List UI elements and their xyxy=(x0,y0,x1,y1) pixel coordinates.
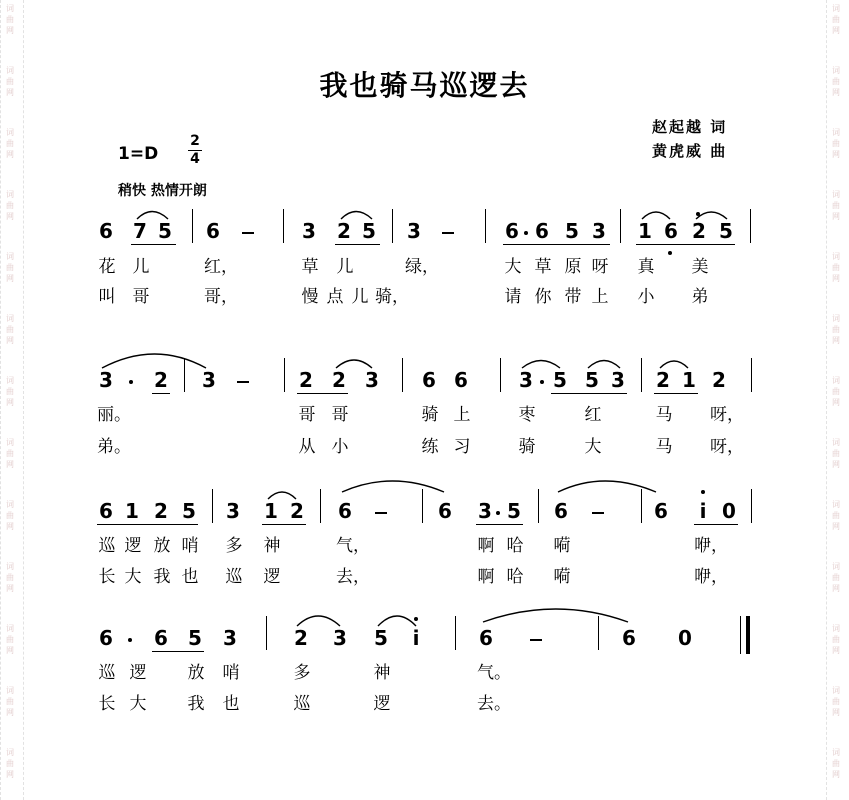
watermark-char: 网 xyxy=(6,336,14,345)
watermark-char: 网 xyxy=(6,646,14,655)
slur xyxy=(297,616,340,626)
note: 6 xyxy=(99,626,113,650)
note: 6 xyxy=(505,219,519,243)
lyric: 神 xyxy=(373,663,391,683)
note: 6 xyxy=(535,219,549,243)
watermark-char: 词 xyxy=(6,376,14,385)
note: 3 xyxy=(611,368,625,392)
lyric: 去， xyxy=(336,567,370,587)
watermark-char: 词 xyxy=(832,562,840,571)
watermark-char: 词 xyxy=(6,562,14,571)
lyric: 放 xyxy=(153,536,171,556)
note: 6 xyxy=(479,626,493,650)
note: 2 xyxy=(337,219,351,243)
lyric: 咿， xyxy=(694,536,728,556)
watermark-char: 网 xyxy=(832,646,840,655)
lyric: 美 xyxy=(691,257,709,277)
lyric: 请 xyxy=(504,287,522,307)
watermark-char: 网 xyxy=(6,708,14,717)
watermark-char: 词 xyxy=(6,438,14,447)
note: 2 xyxy=(294,626,308,650)
time-signature-top: 2 xyxy=(190,133,200,149)
lyric: 气， xyxy=(336,536,370,556)
slur xyxy=(378,616,416,626)
note: i xyxy=(699,499,707,523)
watermark-char: 曲 xyxy=(832,759,840,768)
watermark-char: 词 xyxy=(6,748,14,757)
watermark-char: 网 xyxy=(832,708,840,717)
lyric: 哨 xyxy=(222,663,240,683)
lyric: 绿， xyxy=(405,257,439,277)
watermark-char: 网 xyxy=(6,150,14,159)
note: 5 xyxy=(188,626,202,650)
slur xyxy=(522,361,560,369)
lyric: 弟。 xyxy=(97,437,131,457)
watermark-char: 曲 xyxy=(832,387,840,396)
slur xyxy=(588,361,620,369)
lyric: 逻 xyxy=(263,567,281,587)
lyric: 叫 xyxy=(98,287,116,307)
watermark-char: 词 xyxy=(832,4,840,13)
lyric: 丽。 xyxy=(97,405,131,425)
high-octave-dot xyxy=(414,617,418,621)
watermark-char: 词 xyxy=(832,190,840,199)
watermark-char: 网 xyxy=(6,212,14,221)
watermark-char: 网 xyxy=(832,460,840,469)
lyric: 嗬 xyxy=(553,567,571,587)
lyric: 也 xyxy=(181,567,199,587)
note: 3 xyxy=(519,368,533,392)
lyric: 儿 xyxy=(336,257,354,277)
lyric: 真 xyxy=(637,257,655,277)
note: 3 xyxy=(202,368,216,392)
lyric: 哥 xyxy=(132,287,150,307)
tie xyxy=(483,609,628,622)
watermark-char: 网 xyxy=(832,26,840,35)
watermark-char: 网 xyxy=(832,770,840,779)
lyric: 哈 xyxy=(506,567,524,587)
watermark-char: 曲 xyxy=(6,387,14,396)
note: 2 xyxy=(154,499,168,523)
lyric: 嗬 xyxy=(553,536,571,556)
lyric: 骑 xyxy=(518,437,536,457)
note: 5 xyxy=(565,219,579,243)
watermark-char: 曲 xyxy=(832,139,840,148)
note: 3 xyxy=(407,219,421,243)
watermark-char: 曲 xyxy=(6,15,14,24)
high-octave-dot xyxy=(701,490,705,494)
note: 0 xyxy=(722,499,736,523)
lyric: 多 xyxy=(293,663,311,683)
watermark-char: 曲 xyxy=(6,449,14,458)
lyric: 啊 xyxy=(477,536,495,556)
lyric: 红 xyxy=(584,405,602,425)
lyric: 弟 xyxy=(691,287,709,307)
note: 7 xyxy=(133,219,147,243)
watermark-char: 网 xyxy=(832,522,840,531)
time-signature-bottom: 4 xyxy=(190,151,200,167)
watermark-char: 词 xyxy=(832,748,840,757)
lyric: 骑 xyxy=(421,405,439,425)
lyric: 红， xyxy=(204,257,238,277)
watermark-char: 曲 xyxy=(832,77,840,86)
lyric: 你 xyxy=(534,287,552,307)
note: 5 xyxy=(585,368,599,392)
tie xyxy=(102,354,206,368)
lyric: 慢 xyxy=(301,287,319,307)
lyric: 花 xyxy=(98,257,116,277)
watermark-char: 词 xyxy=(6,128,14,137)
slur xyxy=(341,212,372,220)
note: 6 xyxy=(99,219,113,243)
watermark-char: 词 xyxy=(6,4,14,13)
note: 3 xyxy=(478,499,492,523)
note: 3 xyxy=(99,368,113,392)
watermark-char: 词 xyxy=(6,686,14,695)
lyric: 大 xyxy=(129,694,147,714)
watermark-char: 词 xyxy=(832,314,840,323)
note: 3 xyxy=(365,368,379,392)
song-title: 我也骑马巡逻去 xyxy=(319,69,530,102)
watermark-char: 网 xyxy=(832,336,840,345)
watermark-char: 曲 xyxy=(6,697,14,706)
watermark-char: 曲 xyxy=(6,77,14,86)
watermark-char: 词 xyxy=(6,66,14,75)
lyric: 我 xyxy=(187,694,205,714)
watermark-char: 网 xyxy=(832,584,840,593)
lyric: 呀， xyxy=(710,405,744,425)
watermark-char: 曲 xyxy=(832,573,840,582)
lyric: 放 xyxy=(187,663,205,683)
note: 3 xyxy=(226,499,240,523)
watermark-char: 曲 xyxy=(832,15,840,24)
watermark-char: 曲 xyxy=(6,759,14,768)
lyric: 啊 xyxy=(477,567,495,587)
note: 5 xyxy=(362,219,376,243)
note: 2 xyxy=(656,368,670,392)
watermark-char: 曲 xyxy=(832,201,840,210)
lyric: 练 xyxy=(421,437,439,457)
note: 6 xyxy=(99,499,113,523)
watermark-char: 词 xyxy=(832,66,840,75)
note: 2 xyxy=(290,499,304,523)
lyric: 马 xyxy=(655,405,673,425)
lyric: 咿， xyxy=(694,567,728,587)
lyricist-credit: 赵起越 词 xyxy=(652,118,728,136)
watermark-char: 词 xyxy=(6,190,14,199)
lyric: 呀， xyxy=(710,437,744,457)
watermark-char: 网 xyxy=(6,584,14,593)
lyric: 小 xyxy=(331,437,349,457)
note: 6 xyxy=(454,368,468,392)
watermark-char: 网 xyxy=(832,212,840,221)
slur xyxy=(696,212,727,219)
lyric: 带 xyxy=(564,287,582,307)
lyric: 小 xyxy=(637,287,655,307)
lyric: 逻 xyxy=(373,694,391,714)
note: 5 xyxy=(553,368,567,392)
lyric: 草 xyxy=(534,257,552,277)
note: 2 xyxy=(712,368,726,392)
slur xyxy=(268,492,296,499)
lyric: 巡 xyxy=(98,536,116,556)
lyric: 巡 xyxy=(293,694,311,714)
watermark-char: 词 xyxy=(832,438,840,447)
lyric: 点 xyxy=(326,287,344,307)
composer-credit: 黄虎威 曲 xyxy=(652,142,728,160)
watermark-char: 曲 xyxy=(6,263,14,272)
watermark-char: 网 xyxy=(6,88,14,97)
watermark-char: 曲 xyxy=(6,325,14,334)
note: 5 xyxy=(374,626,388,650)
tempo-marking: 稍快 热情开朗 xyxy=(118,183,207,199)
lyric: 逻 xyxy=(124,536,142,556)
watermark-char: 网 xyxy=(6,398,14,407)
note: 5 xyxy=(719,219,733,243)
lyric: 大 xyxy=(124,567,142,587)
tie xyxy=(558,481,656,492)
note: 6 xyxy=(622,626,636,650)
note: 2 xyxy=(154,368,168,392)
lyric: 气。 xyxy=(477,663,511,683)
lyric: 枣 xyxy=(518,405,536,425)
note: 0 xyxy=(678,626,692,650)
note: 1 xyxy=(682,368,696,392)
lyric: 去。 xyxy=(477,694,511,714)
note: 1 xyxy=(264,499,278,523)
watermark-char: 曲 xyxy=(6,635,14,644)
tie xyxy=(342,481,444,492)
slur xyxy=(137,212,168,220)
note: 1 xyxy=(638,219,652,243)
watermark-char: 曲 xyxy=(832,325,840,334)
note: 6 xyxy=(554,499,568,523)
lyric: 大 xyxy=(504,257,522,277)
watermark-char: 词 xyxy=(832,376,840,385)
lyric: 草 xyxy=(301,257,319,277)
lyric: 长 xyxy=(98,567,116,587)
lyric: 从 xyxy=(298,437,316,457)
lyric: 马 xyxy=(655,437,673,457)
watermark-char: 网 xyxy=(6,770,14,779)
note: 6 xyxy=(654,499,668,523)
watermark-char: 曲 xyxy=(6,201,14,210)
note: i xyxy=(412,626,420,650)
note: 5 xyxy=(507,499,521,523)
watermark-char: 曲 xyxy=(6,139,14,148)
note: 3 xyxy=(592,219,606,243)
note: 6 xyxy=(338,499,352,523)
lyric: 哥 xyxy=(298,405,316,425)
watermark-char: 词 xyxy=(832,624,840,633)
watermark-char: 词 xyxy=(6,624,14,633)
watermark-char: 网 xyxy=(6,522,14,531)
watermark-char: 曲 xyxy=(832,635,840,644)
watermark-char: 网 xyxy=(832,88,840,97)
lyric: 巡 xyxy=(98,663,116,683)
watermark-char: 网 xyxy=(832,274,840,283)
key-signature: 1=D xyxy=(118,144,159,164)
note: 1 xyxy=(125,499,139,523)
lyric: 哥 xyxy=(331,405,349,425)
watermark-char: 词 xyxy=(832,252,840,261)
watermark-char: 曲 xyxy=(6,573,14,582)
slur xyxy=(336,360,372,368)
note: 6 xyxy=(664,219,678,243)
watermark-char: 网 xyxy=(832,398,840,407)
note: 2 xyxy=(332,368,346,392)
lyric: 哨 xyxy=(181,536,199,556)
watermark-char: 网 xyxy=(6,274,14,283)
note: 3 xyxy=(302,219,316,243)
note: 3 xyxy=(223,626,237,650)
lyric: 习 xyxy=(453,437,471,457)
lyric: 也 xyxy=(222,694,240,714)
watermark-char: 网 xyxy=(6,460,14,469)
slur xyxy=(642,212,670,219)
lyric: 大 xyxy=(584,437,602,457)
lyric: 我 xyxy=(153,567,171,587)
lyric: 上 xyxy=(453,405,471,425)
watermark-char: 网 xyxy=(832,150,840,159)
slur xyxy=(660,361,688,368)
watermark-char: 网 xyxy=(6,26,14,35)
lyric: 哈 xyxy=(506,536,524,556)
lyric: 神 xyxy=(263,536,281,556)
lyric: 儿 xyxy=(351,287,369,307)
lyric: 多 xyxy=(225,536,243,556)
note: 2 xyxy=(692,219,706,243)
watermark-char: 曲 xyxy=(832,263,840,272)
watermark-char: 曲 xyxy=(832,511,840,520)
watermark-char: 曲 xyxy=(6,511,14,520)
note: 6 xyxy=(154,626,168,650)
lyric: 原 xyxy=(564,257,582,277)
note: 6 xyxy=(206,219,220,243)
lyric: 骑， xyxy=(375,287,409,307)
lyric: 长 xyxy=(98,694,116,714)
watermark-char: 词 xyxy=(832,500,840,509)
note: 5 xyxy=(182,499,196,523)
watermark-char: 曲 xyxy=(832,449,840,458)
note: 2 xyxy=(299,368,313,392)
watermark-char: 词 xyxy=(6,314,14,323)
note: 6 xyxy=(422,368,436,392)
watermark-char: 曲 xyxy=(832,697,840,706)
lyric: 哥， xyxy=(204,287,238,307)
lyric: 逻 xyxy=(129,663,147,683)
watermark-char: 词 xyxy=(832,686,840,695)
note: 6 xyxy=(438,499,452,523)
lyric: 儿 xyxy=(132,257,150,277)
watermark-char: 词 xyxy=(6,500,14,509)
note: 3 xyxy=(333,626,347,650)
lyric: 上 xyxy=(591,287,609,307)
lyric: 呀 xyxy=(591,257,609,277)
note: 5 xyxy=(158,219,172,243)
watermark-char: 词 xyxy=(6,252,14,261)
lyric: 巡 xyxy=(225,567,243,587)
watermark-char: 词 xyxy=(832,128,840,137)
